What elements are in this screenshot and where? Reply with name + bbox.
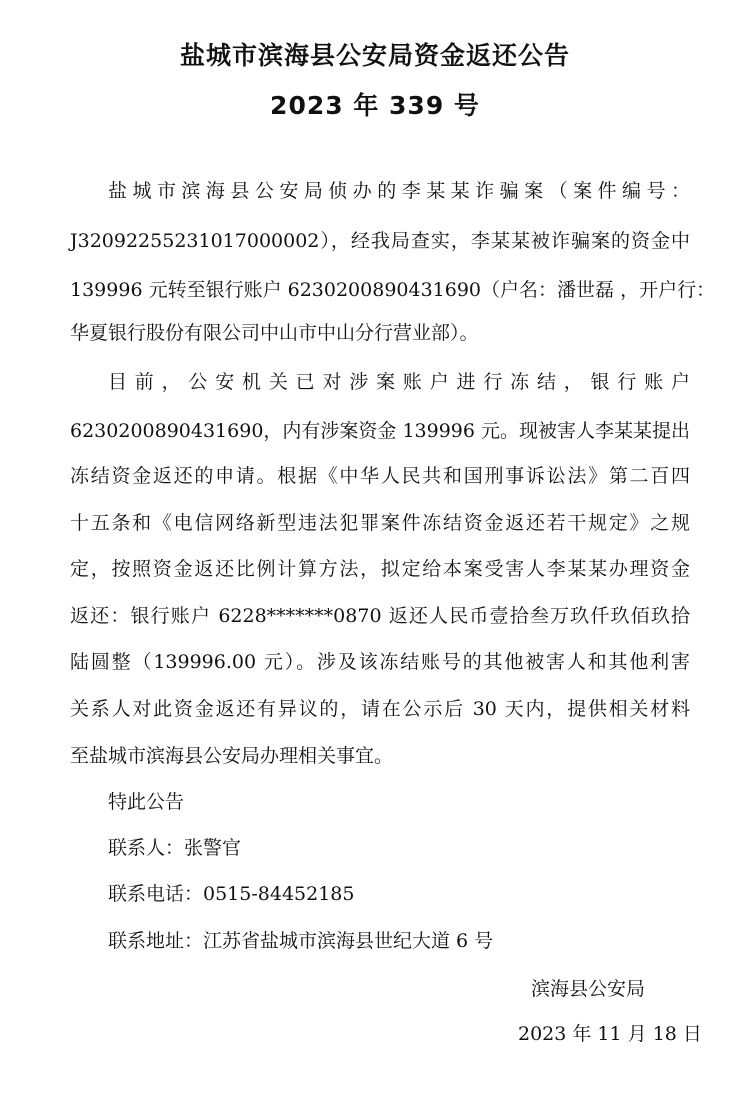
paragraph-1-line: 盐城市滨海县公安局侦办的李某某诈骗案（案件编号： [108, 180, 690, 202]
paragraph-2-line: 陆圆整（139996.00 元）。涉及该冻结账号的其他被害人和其他利害 [70, 651, 690, 673]
notice-number: 2023 年 339 号 [270, 91, 480, 120]
contact-address: 联系地址：江苏省盐城市滨海县世纪大道 6 号 [108, 930, 494, 952]
paragraph-2-line: 关系人对此资金返还有异议的，请在公示后 30 天内，提供相关材料 [70, 698, 690, 720]
closing-text: 特此公告 [108, 791, 185, 813]
paragraph-2-line: 至盐城市滨海县公安局办理相关事宜。 [70, 745, 394, 767]
paragraph-2-line: 冻结资金返还的申请。根据《中华人民共和国刑事诉讼法》第二百四 [70, 465, 690, 487]
contact-person: 联系人：张警官 [108, 837, 242, 859]
paragraph-2-line: 6230200890431690，内有涉案资金 139996 元。现被害人李某某提出 [70, 420, 691, 442]
issuer-name: 滨海县公安局 [531, 978, 646, 1000]
paragraph-1-line: 华夏银行股份有限公司中山市中山分行营业部）。 [70, 322, 479, 344]
notice-title: 盐城市滨海县公安局资金返还公告 [179, 41, 570, 70]
paragraph-1-line: J32092255231017000002），经我局查实，李某某被诈骗案的资金中 [70, 230, 690, 252]
contact-phone: 联系电话：0515-84452185 [108, 883, 355, 905]
paragraph-2-line: 目前，公安机关已对涉案账户进行冻结，银行账户 [108, 371, 690, 393]
paragraph-2-line: 定，按照资金返还比例计算方法，拟定给本案受害人李某某办理资金 [70, 558, 690, 580]
paragraph-2-line: 十五条和《电信网络新型违法犯罪案件冻结资金返还若干规定》之规 [70, 512, 690, 534]
issue-date: 2023 年 11 月 18 日 [518, 1023, 702, 1045]
paragraph-2-line: 返还：银行账户 6228*******0870 返还人民币壹拾叁万玖仟玖佰玖拾 [70, 605, 690, 627]
paragraph-1-line: 139996 元转至银行账户 6230200890431690（户名：潘世磊 ，开户行： [70, 279, 716, 301]
